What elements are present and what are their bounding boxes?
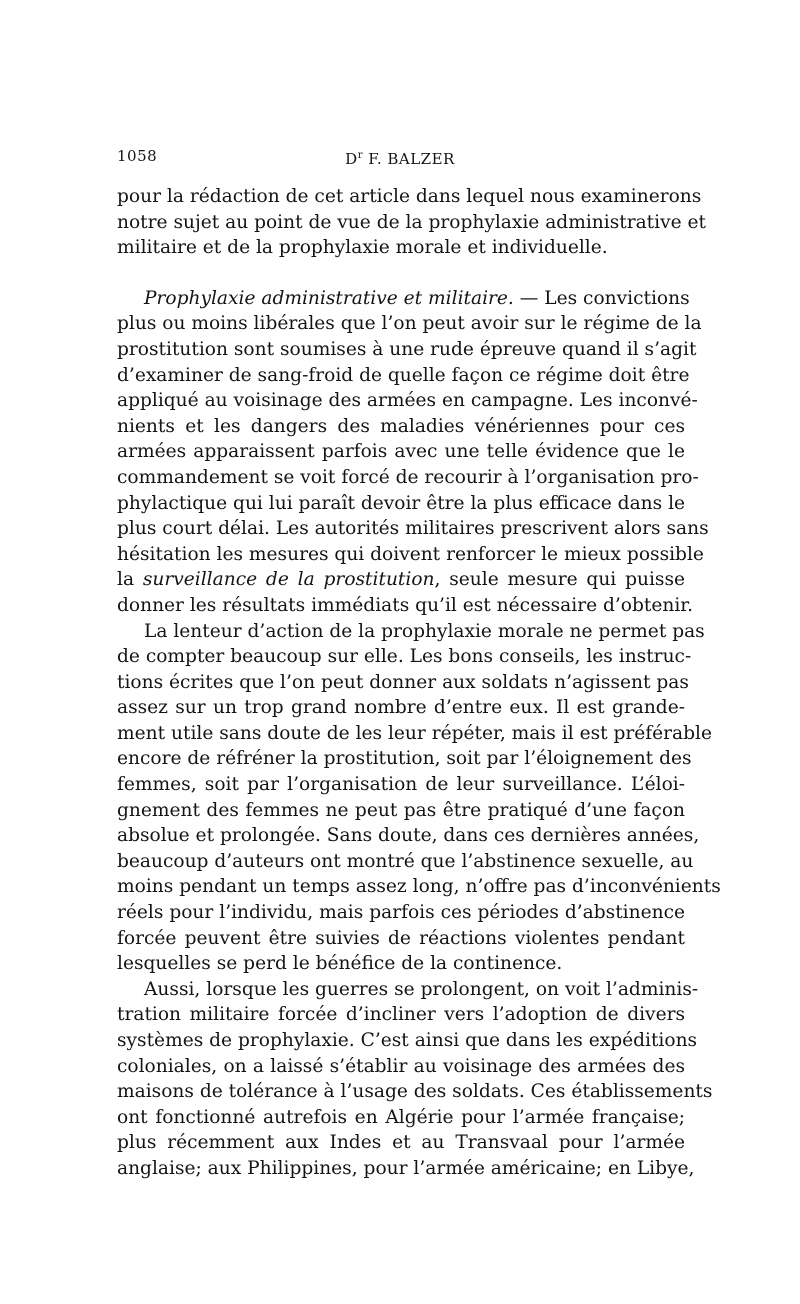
text-line: femmes, soit par l’organisation de leur surveillance. L’éloi-: [117, 774, 685, 796]
page-number: 1058: [117, 147, 158, 165]
text-line: plus récemment aux Indes et au Transvaal pour l’armée: [117, 1132, 685, 1154]
text-line: encore de réfréner la prostitution, soit par l’éloignement des: [117, 748, 692, 770]
text-line: pour la rédaction de cet article dans lequel nous examinerons: [117, 186, 702, 207]
paragraph-aussi: [117, 977, 713, 1182]
paragraph-prophylaxie-administrative: [117, 286, 709, 619]
body-text: [117, 184, 721, 1182]
text-line: Aussi, lorsque les guerres se prolongent, on voit l’adminis-: [144, 978, 699, 1000]
text-line: appliqué au voisinage des armées en campagne. Les inconvé-: [117, 390, 698, 412]
text-line: anglaise; aux Philippines, pour l’armée américaine; en Libye,: [117, 1157, 695, 1179]
author-name: F. BALZER: [368, 150, 455, 168]
text-line: commandement se voit forcé de recourir à l’organisation pro-: [117, 466, 699, 488]
author-prefix-sup: r: [357, 150, 363, 161]
text-line: [117, 286, 690, 312]
text-line: beaucoup d’auteurs ont montré que l’abstinence sexuelle, au: [117, 850, 694, 872]
author-prefix: D: [345, 150, 358, 168]
running-head: [117, 146, 683, 169]
text-line: plus court délai. Les autorités militaires prescrivent alors sans: [117, 518, 709, 540]
text-line: ont fonctionné autrefois en Algérie pour l’armée française;: [117, 1106, 685, 1128]
text-line: hésitation les mesures qui doivent renforcer le mieux possible: [117, 543, 704, 565]
text-line: nients et les dangers des maladies vénériennes pour ces: [117, 415, 685, 437]
text-line: notre sujet au point de vue de la prophylaxie administrative et: [117, 211, 706, 233]
text-line: d’examiner de sang-froid de quelle façon ce régime doit être: [117, 364, 690, 386]
text-fragment: — Les convictions: [513, 287, 690, 309]
text-line: prostitution sont soumises à une rude épreuve quand il s’agit: [117, 338, 697, 360]
text-line: gnement des femmes ne peut pas être pratiqué d’une façon: [117, 799, 685, 821]
text-line: [117, 567, 685, 593]
text-line: systèmes de prophylaxie. C’est ainsi que dans les expéditions: [117, 1030, 698, 1051]
paragraph-intro: [117, 184, 706, 261]
text-fragment: , seule mesure qui puisse: [434, 569, 685, 591]
text-line: tration militaire forcée d’incliner vers l’adoption de divers: [117, 1004, 685, 1026]
text-line: de compter beaucoup sur elle. Les bons conseils, les instruc-: [117, 646, 692, 668]
text-line: coloniales, on a laissé s’établir au voisinage des armées des: [117, 1055, 685, 1077]
paragraph-gap: [117, 261, 685, 286]
text-line: donner les résultats immédiats qu’il est nécessaire d’obtenir.: [117, 594, 694, 616]
text-line: tions écrites que l’on peut donner aux soldats n’agissent pas: [117, 671, 689, 693]
emphasis-text: surveillance de la prostitution: [142, 569, 435, 591]
text-line: phylactique qui lui paraît devoir être la plus efficace dans le: [117, 492, 686, 514]
text-line: absolue et prolongée. Sans doute, dans ces dernières années,: [117, 825, 700, 847]
text-fragment: la: [117, 569, 143, 591]
text-line: ment utile sans doute de les leur répéter, mais il est préférable: [117, 722, 712, 744]
text-line: lesquelles se perd le bénéfice de la continence.: [117, 953, 563, 975]
text-line: plus ou moins libérales que l’on peut avoir sur le régime de la: [117, 313, 702, 335]
text-line: militaire et de la prophylaxie morale et individuelle.: [117, 237, 608, 259]
text-line: La lenteur d’action de la prophylaxie morale ne permet pas: [144, 620, 705, 642]
text-line: armées apparaissent parfois avec une telle évidence que le: [117, 441, 685, 463]
text-line: forcée peuvent être suivies de réactions violentes pendant: [117, 927, 685, 949]
text-line: réels pour l’individu, mais parfois ces périodes d’abstinence: [117, 902, 685, 924]
text-line: moins pendant un temps assez long, n’offre pas d’inconvénients: [117, 876, 721, 898]
text-line: maisons de tolérance à l’usage des soldats. Ces établissements: [117, 1081, 713, 1103]
text-line: assez sur un trop grand nombre d’entre eux. Il est grande-: [117, 697, 685, 719]
section-heading: Prophylaxie administrative et militaire.: [144, 287, 514, 309]
paragraph-lenteur: [117, 619, 721, 977]
